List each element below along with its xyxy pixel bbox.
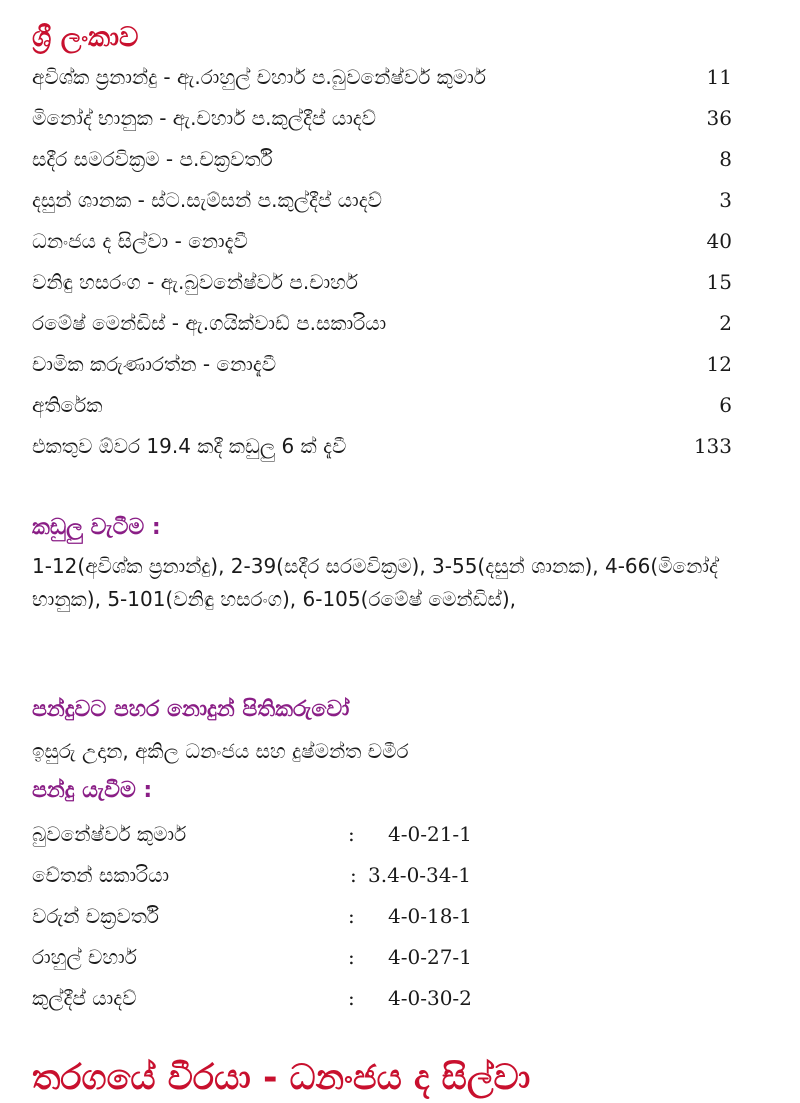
bowler-figures: 4-0-27-1 [388,945,472,969]
batsman-runs: 2 [719,311,732,335]
batting-row [32,104,732,132]
separator: : [348,945,355,969]
batting-row [32,145,732,173]
batsman-runs: 40 [706,229,732,253]
bowling-row [32,820,472,848]
separator: : [350,863,357,887]
batting-row [32,268,732,296]
batsman-runs: 12 [706,352,732,376]
bowler-figures: 4-0-21-1 [388,822,472,846]
player-of-the-match-heading: තරගයේ වීරයා - ධනංජය ද සිල්වා [32,1058,531,1098]
batting-row [32,309,732,337]
bowler-name: රාහුල් චහාර් [32,945,137,969]
batting-row [32,63,732,91]
separator: : [348,822,355,846]
bowling-row [32,861,471,889]
batsman-dismissal: ධනංජය ද සිල්වා - නොදැවී [32,229,248,253]
bowling-row [32,902,472,930]
batsman-dismissal: දසුන් ශානක - ස්ට.සැම්සන් ප.කුල්දීප් යාදව් [32,188,382,212]
did-not-bat-heading: පන්දුවට පහර නොදුන් පිතිකරුවෝ [32,697,350,722]
batsman-dismissal: සදීර සමරවික්‍රම - ප.චක්‍රවර්ති [32,147,273,171]
total-row [32,432,732,460]
batting-row [32,186,732,214]
extras-row [32,391,732,419]
bowler-name: චේතන් සකාරියා [32,863,170,887]
batsman-runs: 36 [706,106,732,130]
bowling-heading: පන්දු යැවීම : [32,778,153,803]
batsman-runs: 15 [706,270,732,294]
batsman-dismissal: මිනෝද් භානුක - ඇ.චහාර් ප.කුල්දීප් යාදව් [32,106,377,130]
batsman-dismissal: අවිශ්ක ප්‍රනාන්දු - ඇ.රාහුල් චහාර් ප.බුවනේෂ්වර් කුමාර් [32,65,486,89]
batsman-runs: 3 [719,188,732,212]
bowler-figures: 4-0-18-1 [388,904,472,928]
bowler-name: කුල්දීප් යාදව් [32,986,137,1010]
batsman-dismissal: චාමික කරුණාරත්න - නොදැවී [32,352,277,376]
total-label: එකතුව ඕවර 19.4 කදී කඩුලු 6 ක් දැවී [32,434,347,458]
bowling-row [32,943,472,971]
separator: : [348,904,355,928]
batsman-runs: 8 [719,147,732,171]
batsman-dismissal: වනිඳු හසරංග - ඇ.බුවනේෂ්වර් ප.චාහර් [32,270,358,294]
batting-row [32,350,732,378]
batsman-runs: 11 [706,65,732,89]
bowler-figures: 4-0-30-2 [388,986,472,1010]
total-runs: 133 [693,434,732,458]
did-not-bat-text: ඉසුරු උදාන, අකිල ධනංජය සහ දුෂ්මන්ත චමීර [32,739,409,763]
bowler-name: වරුන් චක්‍රවර්ති [32,904,160,928]
bowler-figures: 3.4-0-34-1 [368,863,471,887]
separator: : [348,986,355,1010]
bowler-name: බුවනේෂ්වර් කුමාර් [32,822,187,846]
batsman-dismissal: රමේෂ් මෙන්ඩිස් - ඇ.ගයික්වාඩ් ප.සකාරියා [32,311,387,335]
batting-row [32,227,732,255]
extras-label: අතිරේක [32,393,103,417]
bowling-row [32,984,472,1012]
extras-runs: 6 [719,393,732,417]
fall-of-wickets-text: 1-12(අවිශ්ක ප්‍රනාන්දු), 2-39(සදීර සරමවික්‍රම), 3-55(දසුන් ශානක), 4-66(මිනෝද් භානුක), 5-101(වනිඳු හසරංග), 6-105(රමේෂ් මෙන්ඩිස්), [32,554,718,611]
team-heading: ශ්‍රී ලංකාව [32,22,139,53]
fall-of-wickets-heading: කඩුලු වැටීම : [32,515,161,540]
